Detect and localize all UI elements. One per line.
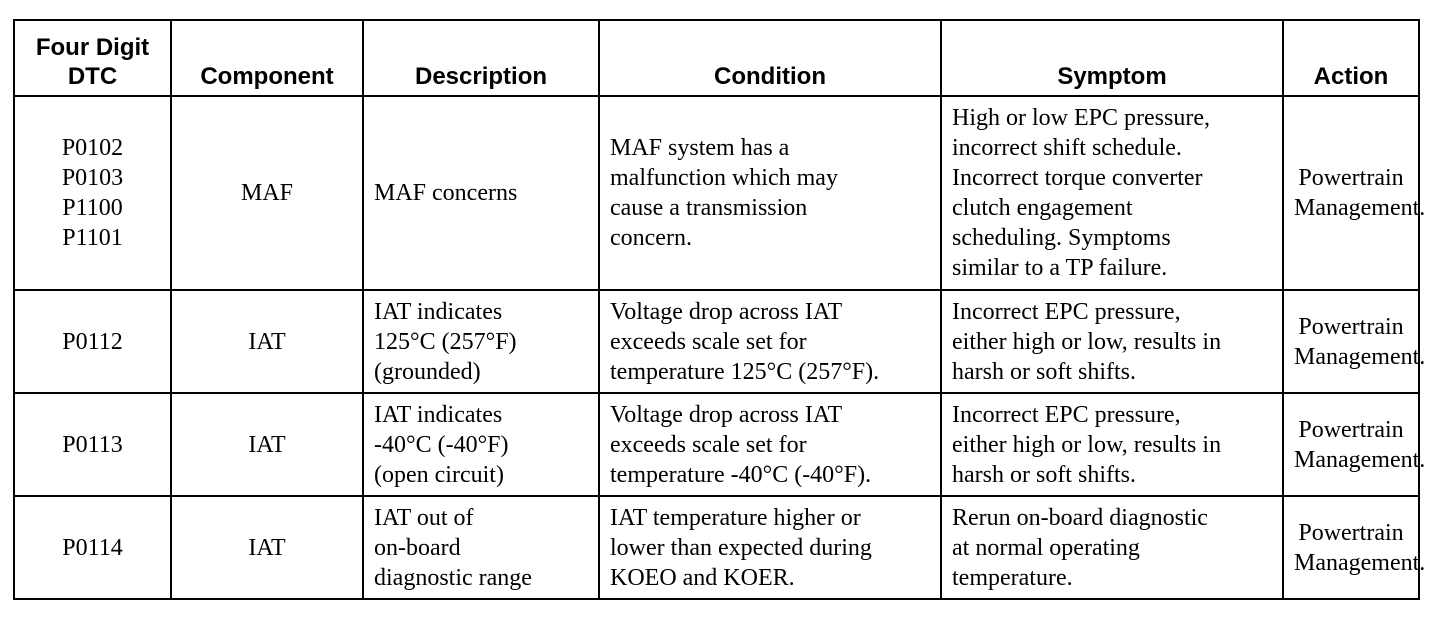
header-dtc-line2: DTC bbox=[67, 63, 118, 90]
cell-action bbox=[1283, 496, 1426, 599]
header-symptom: Symptom bbox=[941, 20, 1283, 96]
cell-symptom bbox=[941, 393, 1283, 496]
symptom-line: harsh or soft shifts. bbox=[952, 358, 1136, 385]
condition-line: concern. bbox=[610, 225, 692, 251]
condition-line: lower than expected during bbox=[610, 534, 872, 561]
cell-symptom bbox=[941, 290, 1283, 393]
condition-line: malfunction which may bbox=[610, 165, 838, 191]
cell-component: IAT bbox=[171, 496, 363, 599]
symptom-line: Incorrect EPC pressure, bbox=[952, 298, 1181, 325]
description-line: -40°C (-40°F) bbox=[374, 431, 509, 458]
description-line: (grounded) bbox=[374, 358, 481, 385]
description-line: IAT out of bbox=[374, 504, 474, 531]
table-row bbox=[14, 393, 1419, 496]
cell-action bbox=[1283, 393, 1426, 496]
symptom-line: Rerun on-board diagnostic bbox=[952, 504, 1208, 531]
cell-condition bbox=[599, 393, 941, 496]
cell-component: IAT bbox=[171, 393, 363, 496]
cell-dtc bbox=[14, 290, 171, 393]
dtc-code: P0114 bbox=[62, 534, 123, 561]
description-line: 125°C (257°F) bbox=[374, 328, 517, 355]
condition-line: Voltage drop across IAT bbox=[610, 401, 843, 428]
cell-description bbox=[363, 96, 599, 290]
dtc-code: P0113 bbox=[62, 431, 123, 458]
dtc-code: P1100 bbox=[62, 195, 123, 221]
dtc-code: P1101 bbox=[62, 225, 123, 251]
action-line: Powertrain bbox=[1298, 313, 1404, 340]
symptom-line: at normal operating bbox=[952, 534, 1140, 561]
action-line: Management. bbox=[1294, 446, 1426, 473]
table-row bbox=[14, 290, 1419, 393]
action-line: Management. bbox=[1294, 549, 1426, 576]
description-line: IAT indicates bbox=[374, 401, 503, 428]
symptom-line: clutch engagement bbox=[952, 195, 1133, 221]
cell-dtc bbox=[14, 496, 171, 599]
symptom-line: either high or low, results in bbox=[952, 431, 1222, 458]
cell-description bbox=[363, 393, 599, 496]
header-condition: Condition bbox=[599, 20, 941, 96]
condition-line: Voltage drop across IAT bbox=[610, 298, 843, 325]
header-description: Description bbox=[363, 20, 599, 96]
dtc-code: P0102 bbox=[61, 135, 124, 161]
cell-component: MAF bbox=[171, 96, 363, 290]
condition-line: KOEO and KOER. bbox=[610, 564, 795, 591]
action-line: Management. bbox=[1294, 195, 1426, 221]
symptom-line: harsh or soft shifts. bbox=[952, 461, 1136, 488]
cell-condition bbox=[599, 496, 941, 599]
condition-line: exceeds scale set for bbox=[610, 431, 807, 458]
symptom-line: High or low EPC pressure, bbox=[952, 105, 1210, 131]
table-row bbox=[14, 496, 1419, 599]
header-component: Component bbox=[171, 20, 363, 96]
cell-dtc bbox=[14, 96, 171, 290]
cell-symptom bbox=[941, 96, 1283, 290]
description-line: IAT indicates bbox=[374, 298, 503, 325]
condition-line: temperature 125°C (257°F). bbox=[610, 358, 880, 385]
condition-line: exceeds scale set for bbox=[610, 328, 807, 355]
cell-component: IAT bbox=[171, 290, 363, 393]
cell-description bbox=[363, 290, 599, 393]
symptom-line: Incorrect torque converter bbox=[952, 165, 1203, 191]
header-dtc-line1: Four Digit bbox=[35, 34, 150, 61]
cell-symptom bbox=[941, 496, 1283, 599]
cell-condition bbox=[599, 96, 941, 290]
condition-line: IAT temperature higher or bbox=[610, 504, 861, 531]
dtc-code: P0112 bbox=[62, 328, 123, 355]
condition-line: temperature -40°C (-40°F). bbox=[610, 461, 872, 488]
action-line: Powertrain bbox=[1298, 519, 1404, 546]
header-row bbox=[14, 20, 1419, 96]
condition-line: MAF system has a bbox=[610, 135, 790, 161]
dtc-code: P0103 bbox=[61, 165, 124, 191]
dtc-table bbox=[13, 19, 1426, 600]
cell-description bbox=[363, 496, 599, 599]
description-line: diagnostic range bbox=[374, 564, 532, 591]
symptom-line: Incorrect EPC pressure, bbox=[952, 401, 1181, 428]
cell-dtc bbox=[14, 393, 171, 496]
symptom-line: similar to a TP failure. bbox=[952, 255, 1168, 281]
condition-line: cause a transmission bbox=[610, 195, 808, 221]
header-action: Action bbox=[1283, 20, 1419, 96]
symptom-line: scheduling. Symptoms bbox=[952, 225, 1171, 251]
description-line: on-board bbox=[374, 534, 461, 561]
symptom-line: either high or low, results in bbox=[952, 328, 1222, 355]
symptom-line: incorrect shift schedule. bbox=[952, 135, 1182, 161]
symptom-line: temperature. bbox=[952, 564, 1073, 591]
action-line: Management. bbox=[1294, 343, 1426, 370]
description-line: (open circuit) bbox=[374, 461, 504, 488]
action-line: Powertrain bbox=[1298, 416, 1404, 443]
action-line: Powertrain bbox=[1298, 165, 1404, 191]
cell-action bbox=[1283, 96, 1426, 290]
header-dtc bbox=[14, 20, 171, 96]
table-row bbox=[14, 96, 1419, 290]
cell-action bbox=[1283, 290, 1426, 393]
description-line: MAF concerns bbox=[374, 180, 518, 206]
cell-condition bbox=[599, 290, 941, 393]
